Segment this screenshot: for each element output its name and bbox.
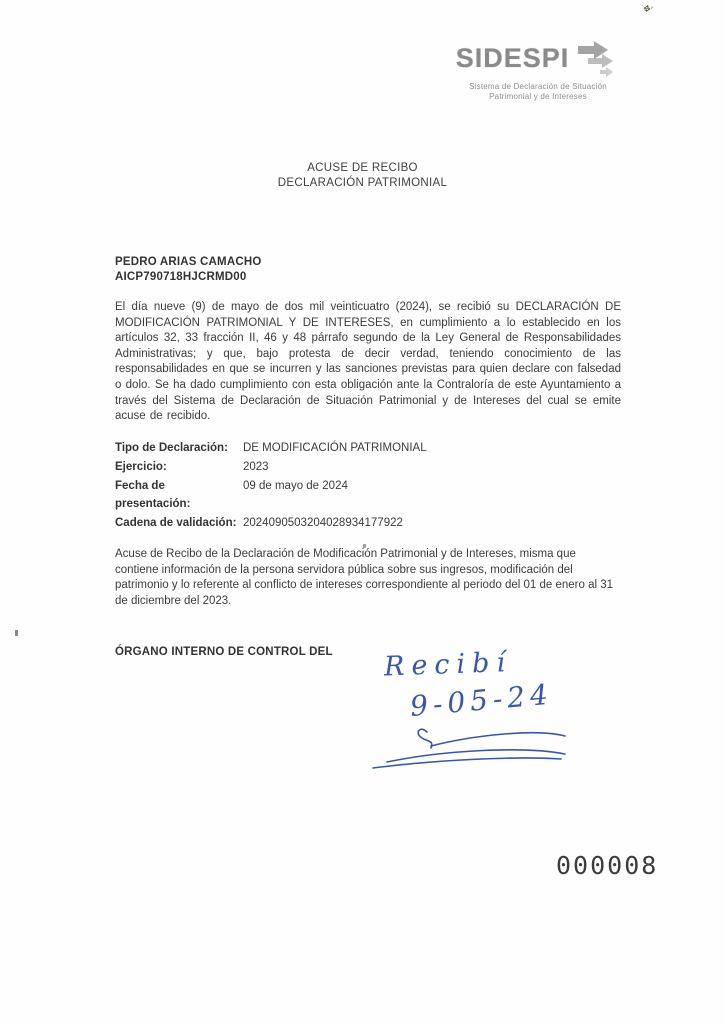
detail-value-tipo: DE MODIFICACIÓN PATRIMONIAL [243,442,427,454]
acuse-description-paragraph: Acuse de Recibo de la Declaración de Modificación Patrimonial y de Intereses, misma que contiene información de la persona servidora pública sobre sus ingresos, modificación del patrimonio y lo referente al conflicto de intereses correspondiente al periodo del 01 de enero al 31 de diciembre del 2023. [115,548,614,607]
declaration-details [115,439,595,533]
detail-row-fecha [115,477,595,515]
handwritten-recibi: Recibí [383,647,513,683]
detail-label-fecha: Fecha de presentación: [115,479,191,511]
document-title [0,161,725,191]
folio-stamp: 000008 [556,851,659,880]
handwritten-note [383,643,586,721]
declarant-block [115,255,262,284]
declarant-name: PEDRO ARIAS CAMACHO [115,256,262,268]
declarant-curp: AICP790718HJCRMD00 [115,270,247,283]
logo-tagline-line1: Sistema de Declaración de Situación [469,82,607,91]
detail-row-tipo [115,439,595,458]
scan-artifact-left [15,630,18,636]
detail-label-ejercicio: Ejercicio: [115,460,167,473]
scan-artifact-top-right: ✥′ [642,3,654,15]
sidespi-arrows-icon [572,36,620,80]
sidespi-logo [448,36,628,102]
detail-row-cadena [115,514,595,533]
title-line1: ACUSE DE RECIBO [307,162,418,174]
detail-label-tipo: Tipo de Declaración: [115,442,228,454]
logo-tagline-line2: Patrimonial y de Intereses [489,92,587,101]
detail-label-cadena: Cadena de validación: [115,517,237,530]
signature-stroke [365,712,580,774]
handwritten-date: 9-05-24 [408,677,555,723]
receipt-paragraph: El día nueve (9) de mayo de dos mil veinticuatro (2024), se recibió su DECLARACIÓN DE MODIFICACIÓN PATRIMONIAL Y DE INTERESES, en cumplimiento a lo establecido en los artículos 32, 33 fracción II, 46 y 48 párrafo segundo de la Ley General de Responsabilidades Administrativas; y que, bajo protesta de decir verdad, teniendo conocimiento de las responsabilidades en que se incurren y las sanciones previstas para quien declare con falsedad o dolo. Se ha dado cumplimiento con esta obligación ante la Contraloría de este Ayuntamiento a través del Sistema de Declaración de Situación Patrimonial y de Intereses del cual se emite acuse de recibido. [115,301,621,423]
detail-row-ejercicio [115,458,595,477]
scan-artifact-dot [363,544,366,548]
detail-value-cadena: 2024090503204028934177922 [243,517,403,530]
title-line2: DECLARACIÓN PATRIMONIAL [277,177,448,189]
detail-value-ejercicio: 2023 [243,460,269,473]
sidespi-logo-text: SIDESPI [455,42,570,73]
detail-value-fecha: 09 de mayo de 2024 [243,479,348,492]
organo-interno-line: ÓRGANO INTERNO DE CONTROL DEL [115,646,333,658]
